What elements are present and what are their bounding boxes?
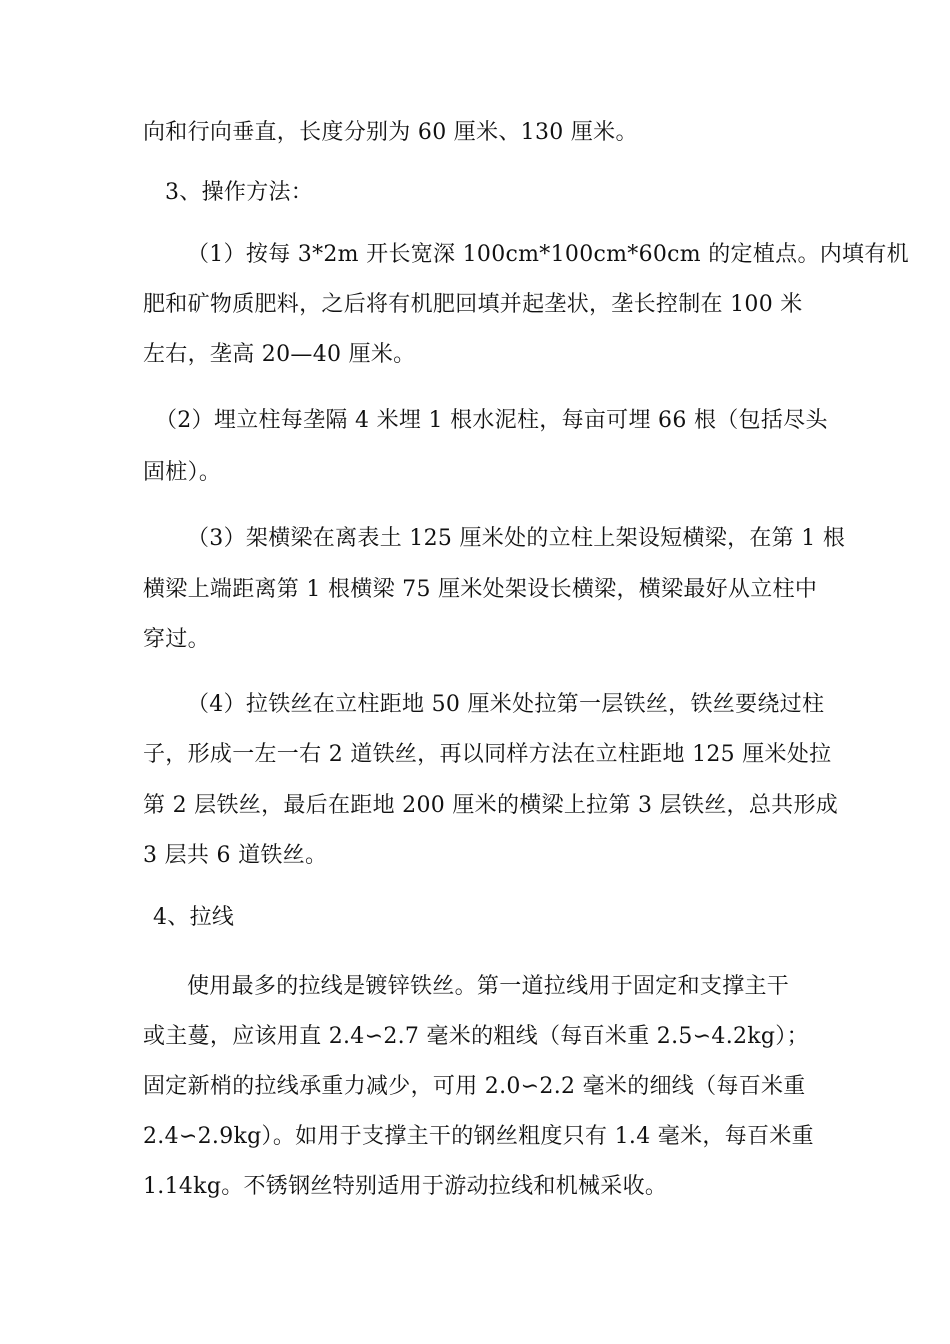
text-line: （4）拉铁丝在立柱距地 50 厘米处拉第一层铁丝，铁丝要绕过柱 [187,692,825,717]
text-line: 穿过。 [143,627,210,652]
text-line: 1.14kg。不锈钢丝特别适用于游动拉线和机械采收。 [143,1174,668,1199]
section-heading-4: 4、拉线 [153,905,235,930]
text-line: 使用最多的拉线是镀锌铁丝。第一道拉线用于固定和支撑主干 [187,974,790,999]
text-line: 肥和矿物质肥料，之后将有机肥回填并起垄状，垄长控制在 100 米 [143,292,803,317]
text-line: （1）按每 3*2m 开长宽深 100cm*100cm*60cm 的定植点。内填有机 [187,242,909,267]
section-heading-3: 3、操作方法： [165,180,314,205]
text-line: 或主蔓，应该用直 2.4∽2.7 毫米的粗线（每百米重 2.5∽4.2kg）； [143,1024,809,1049]
text-line: 第 2 层铁丝，最后在距地 200 厘米的横梁上拉第 3 层铁丝，总共形成 [143,793,839,818]
text-line: 横梁上端距离第 1 根横梁 75 厘米处架设长横梁，横梁最好从立柱中 [143,577,818,602]
text-line: 向和行向垂直，长度分别为 60 厘米、130 厘米。 [143,120,638,145]
text-line: （3）架横梁在离表土 125 厘米处的立柱上架设短横梁，在第 1 根 [187,526,846,551]
text-line: （2）埋立柱每垄隔 4 米埋 1 根水泥柱，每亩可埋 66 根（包括尽头 [155,408,828,433]
text-line: 2.4∽2.9kg）。如用于支撑主干的钢丝粗度只有 1.4 毫米，每百米重 [143,1124,814,1149]
text-line: 3 层共 6 道铁丝。 [143,843,328,868]
text-line: 固桩）。 [143,460,222,485]
text-line: 固定新梢的拉线承重力减少，可用 2.0∽2.2 毫米的细线（每百米重 [143,1074,806,1099]
text-line: 子，形成一左一右 2 道铁丝，再以同样方法在立柱距地 125 厘米处拉 [143,742,832,767]
text-line: 左右，垄高 20—40 厘米。 [143,342,416,367]
